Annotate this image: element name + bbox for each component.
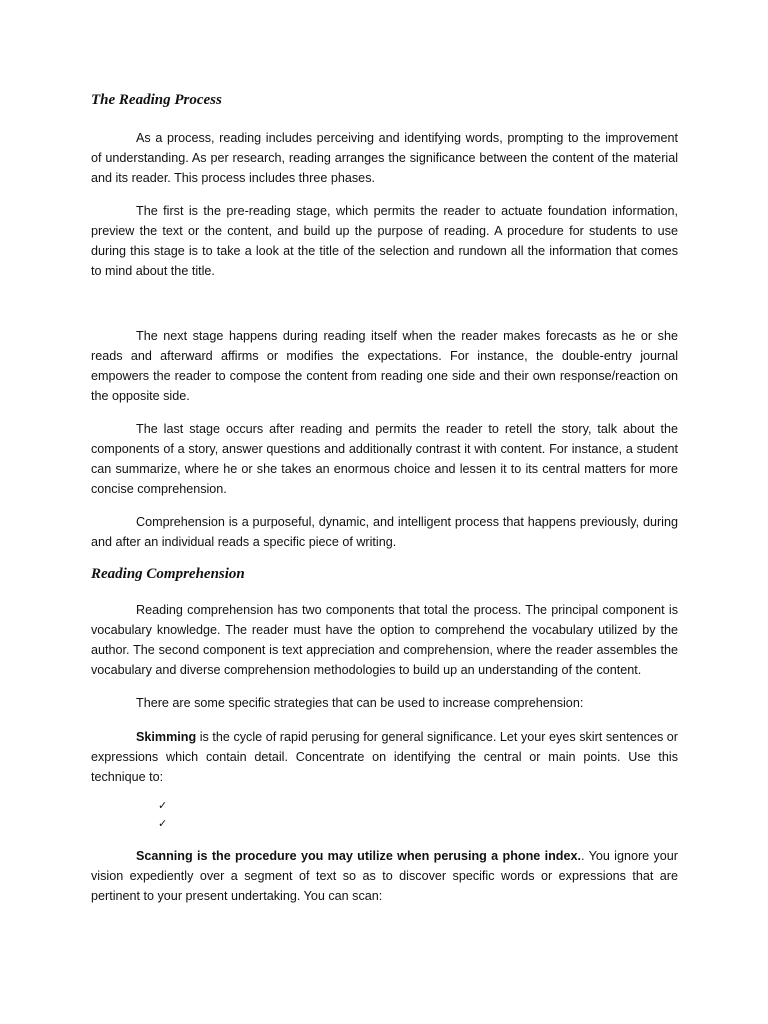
checkmark-icon: ✓ [158,799,168,812]
section-title-reading-comprehension: Reading Comprehension [91,566,245,582]
skimming-text: is the cycle of rapid perusing for general significance. Let your eyes skirt sentences or expressions which contain detail. Concentrate on identifying the central or main points. Use this technique to: [91,730,678,784]
paragraph: Reading comprehension has two components that total the process. The principal component is vocabulary knowledge. The reader must have the option to comprehend the vocabulary utilized by the author. The second component is text appreciation and comprehension, where the reader assembles the vocabulary and diverse comprehension methodologies to build up an understanding of the content. [91,603,678,677]
scanning-paragraph [91,846,678,906]
scanning-term: Scanning is the procedure you may utilize when perusing a phone index. [136,849,581,863]
section-title-reading-process: The Reading Process [91,92,222,108]
paragraph: Comprehension is a purposeful, dynamic, and intelligent process that happens previously, during and after an individual reads a specific piece of writing. [91,515,678,549]
skimming-paragraph [91,727,678,787]
scanning-text: . You ignore your vision expediently over a segment of text so as to discover specific words or expressions that are pertinent to your present undertaking. You can scan: [91,849,678,903]
paragraph: The last stage occurs after reading and permits the reader to retell the story, talk about the components of a story, answer questions and additionally contrast it with content. For instance, a student can summarize, where he or she takes an enormous choice and lessen it to its central matters for more concise comprehension. [91,422,678,496]
skimming-term: Skimming [136,730,197,744]
paragraph: The first is the pre-reading stage, which permits the reader to actuate foundation information, preview the text or the content, and build up the purpose of reading. A procedure for students to use during this stage is to take a look at the title of the selection and rundown all the information that comes to mind about the title. [91,204,678,278]
paragraph: The next stage happens during reading itself when the reader makes forecasts as he or she reads and afterward affirms or modifies the expectations. For instance, the double-entry journal empowers the reader to compose the content from reading one side and their own response/reaction on the opposite side. [91,329,678,403]
checkmark-icon: ✓ [158,817,168,830]
paragraph: As a process, reading includes perceiving and identifying words, prompting to the improvement of understanding. As per research, reading arranges the significance between the content of the material and its reader. This process includes three phases. [91,131,678,185]
paragraph: There are some specific strategies that can be used to increase comprehension: [136,696,584,710]
